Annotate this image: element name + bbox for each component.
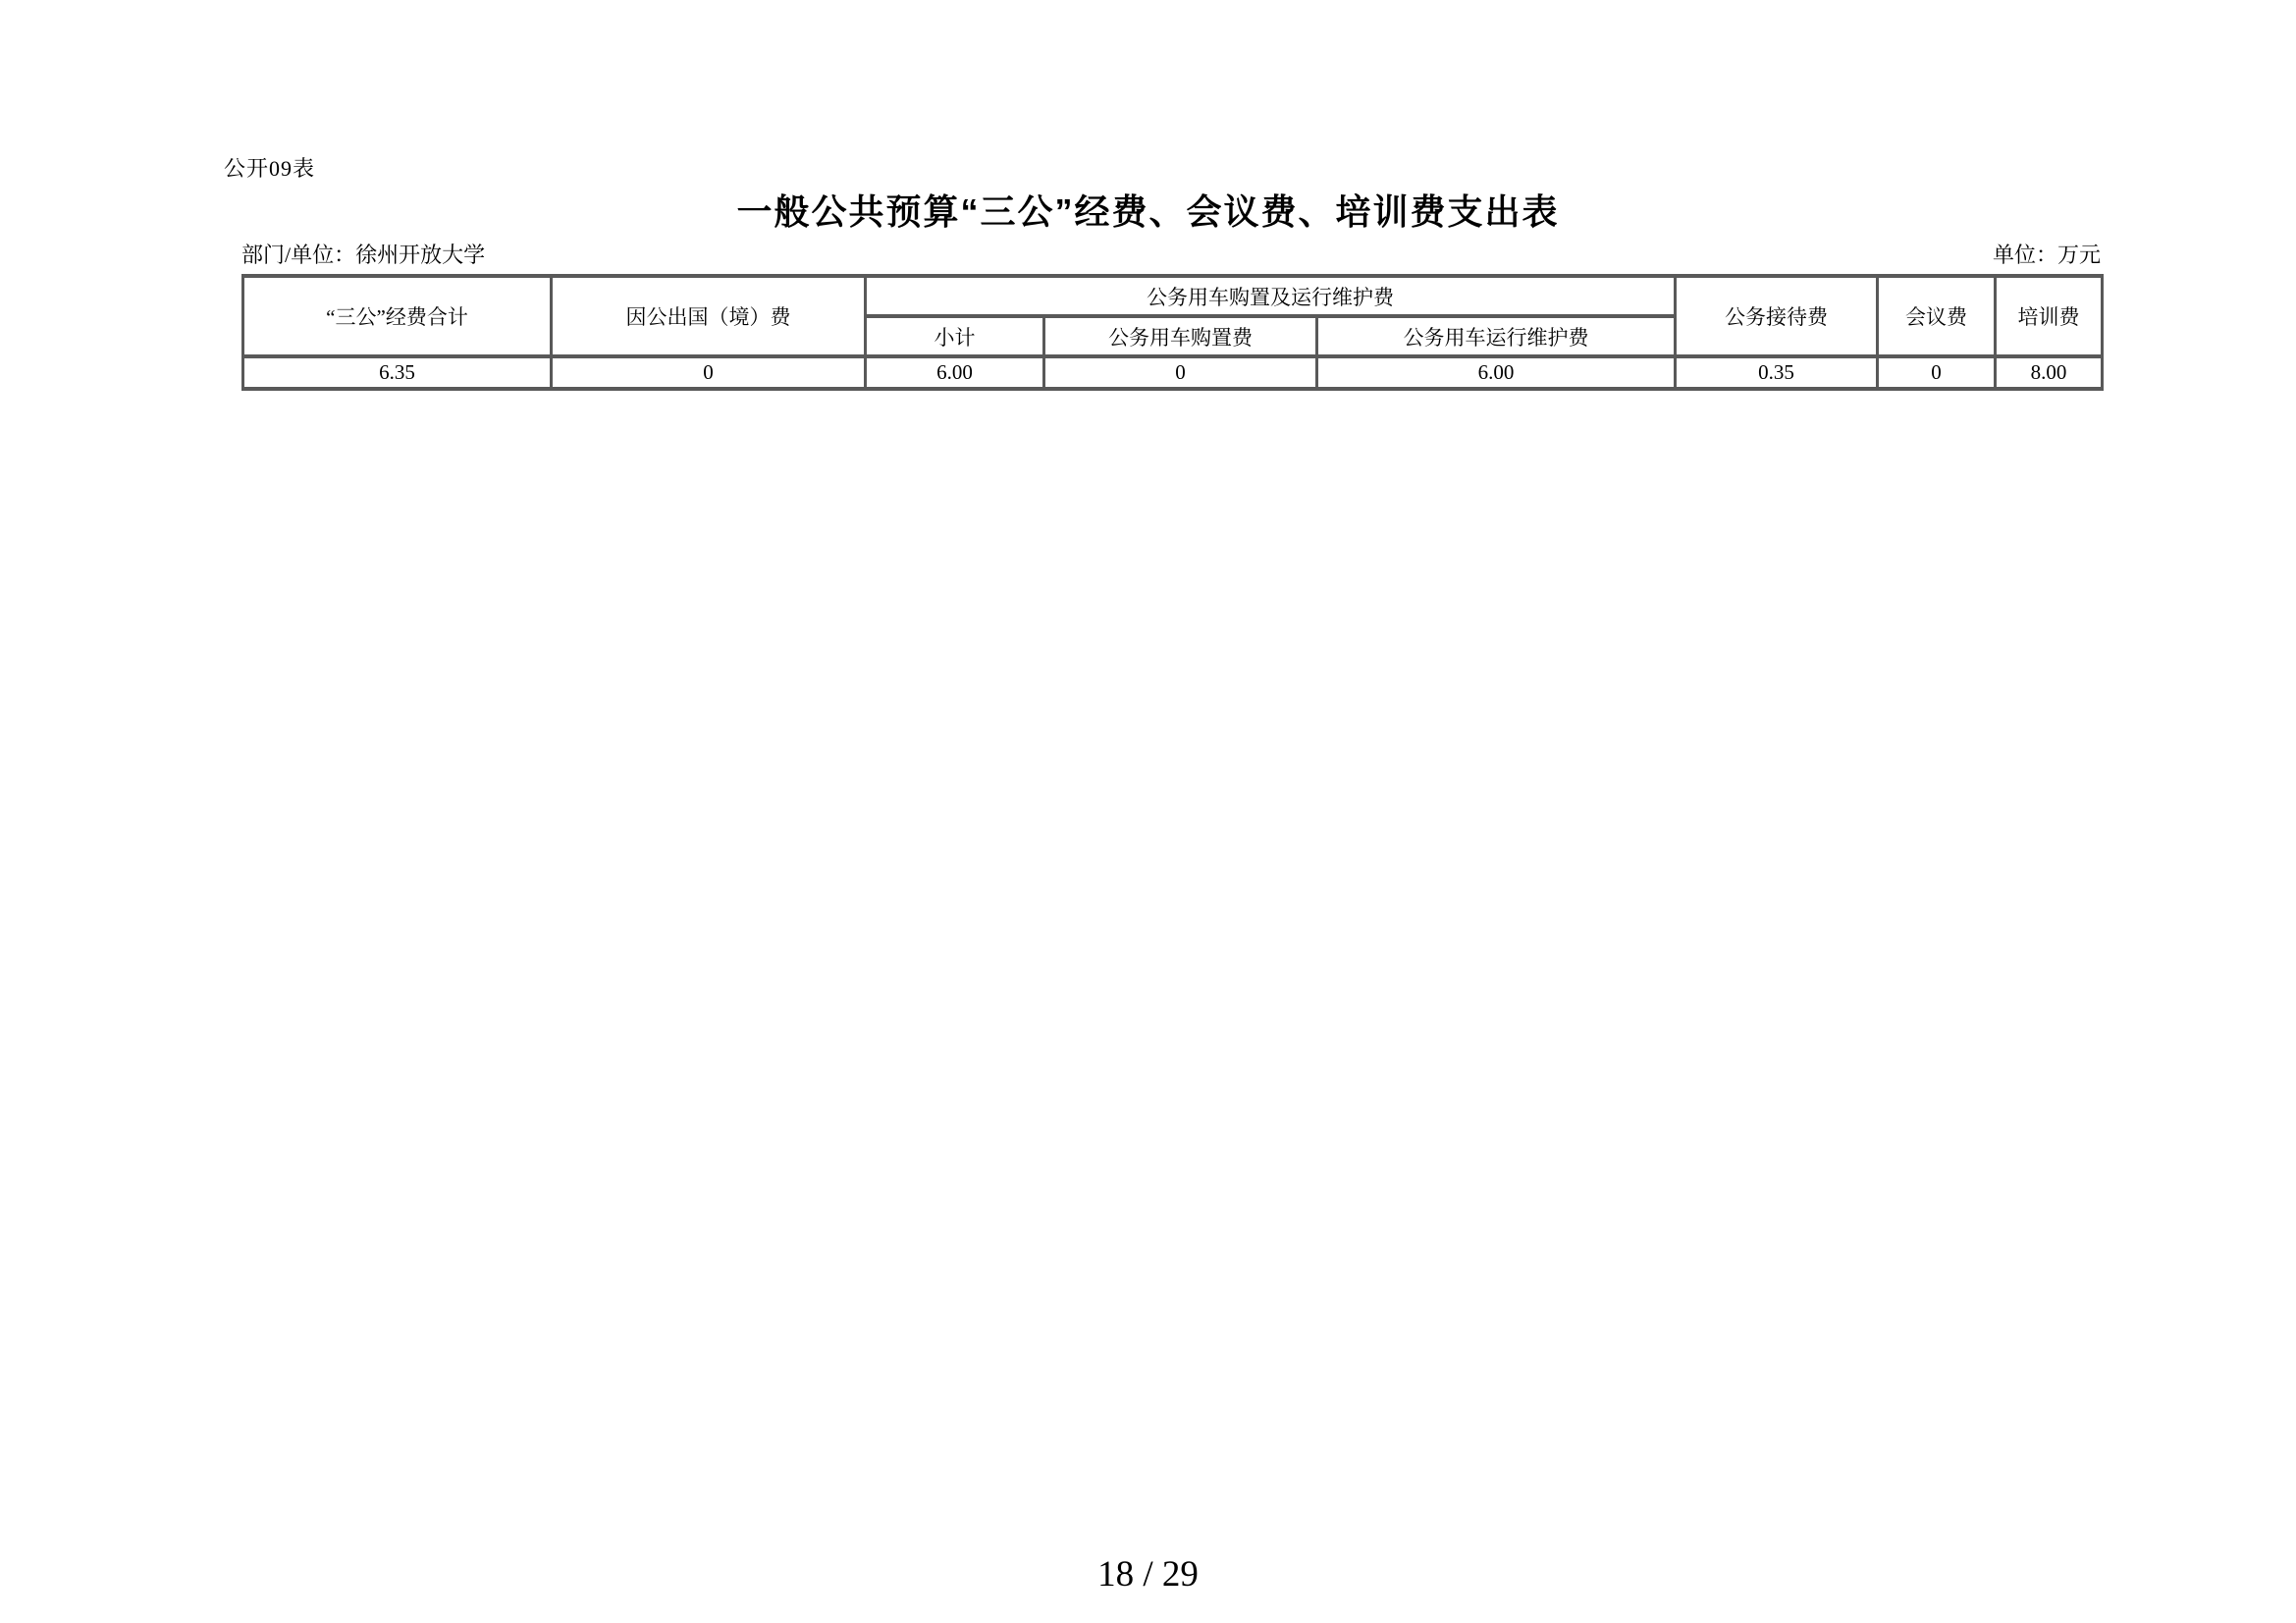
table-header-row-1 bbox=[243, 276, 2103, 316]
department-label: 部门/单位：徐州开放大学 bbox=[241, 243, 486, 267]
header-three-public-total: “三公”经费合计 bbox=[243, 276, 552, 356]
unit-label: 单位：万元 bbox=[1992, 243, 2101, 267]
expense-table bbox=[241, 274, 2104, 391]
value-meeting-fee: 0 bbox=[1878, 356, 1996, 389]
value-vehicle-purchase: 0 bbox=[1044, 356, 1317, 389]
header-training-fee: 培训费 bbox=[1996, 276, 2103, 356]
value-official-reception: 0.35 bbox=[1676, 356, 1878, 389]
header-meeting-fee: 会议费 bbox=[1878, 276, 1996, 356]
header-vehicle-purchase-and-maintenance-group: 公务用车购置及运行维护费 bbox=[866, 276, 1676, 316]
value-training-fee: 8.00 bbox=[1996, 356, 2103, 389]
page-title: 一般公共预算“三公”经费、会议费、培训费支出表 bbox=[736, 191, 1560, 232]
value-abroad-expense: 0 bbox=[552, 356, 866, 389]
value-vehicle-subtotal: 6.00 bbox=[866, 356, 1044, 389]
page-number: 18 / 29 bbox=[1097, 1554, 1199, 1595]
header-abroad-expense: 因公出国（境）费 bbox=[552, 276, 866, 356]
value-vehicle-maintenance: 6.00 bbox=[1317, 356, 1676, 389]
subheader-subtotal: 小计 bbox=[866, 316, 1044, 356]
form-number-label: 公开09表 bbox=[224, 156, 316, 181]
table-value-row bbox=[243, 356, 2103, 389]
subheader-vehicle-purchase: 公务用车购置费 bbox=[1044, 316, 1317, 356]
value-three-public-total: 6.35 bbox=[243, 356, 552, 389]
subheader-vehicle-maintenance: 公务用车运行维护费 bbox=[1317, 316, 1676, 356]
header-official-reception: 公务接待费 bbox=[1676, 276, 1878, 356]
